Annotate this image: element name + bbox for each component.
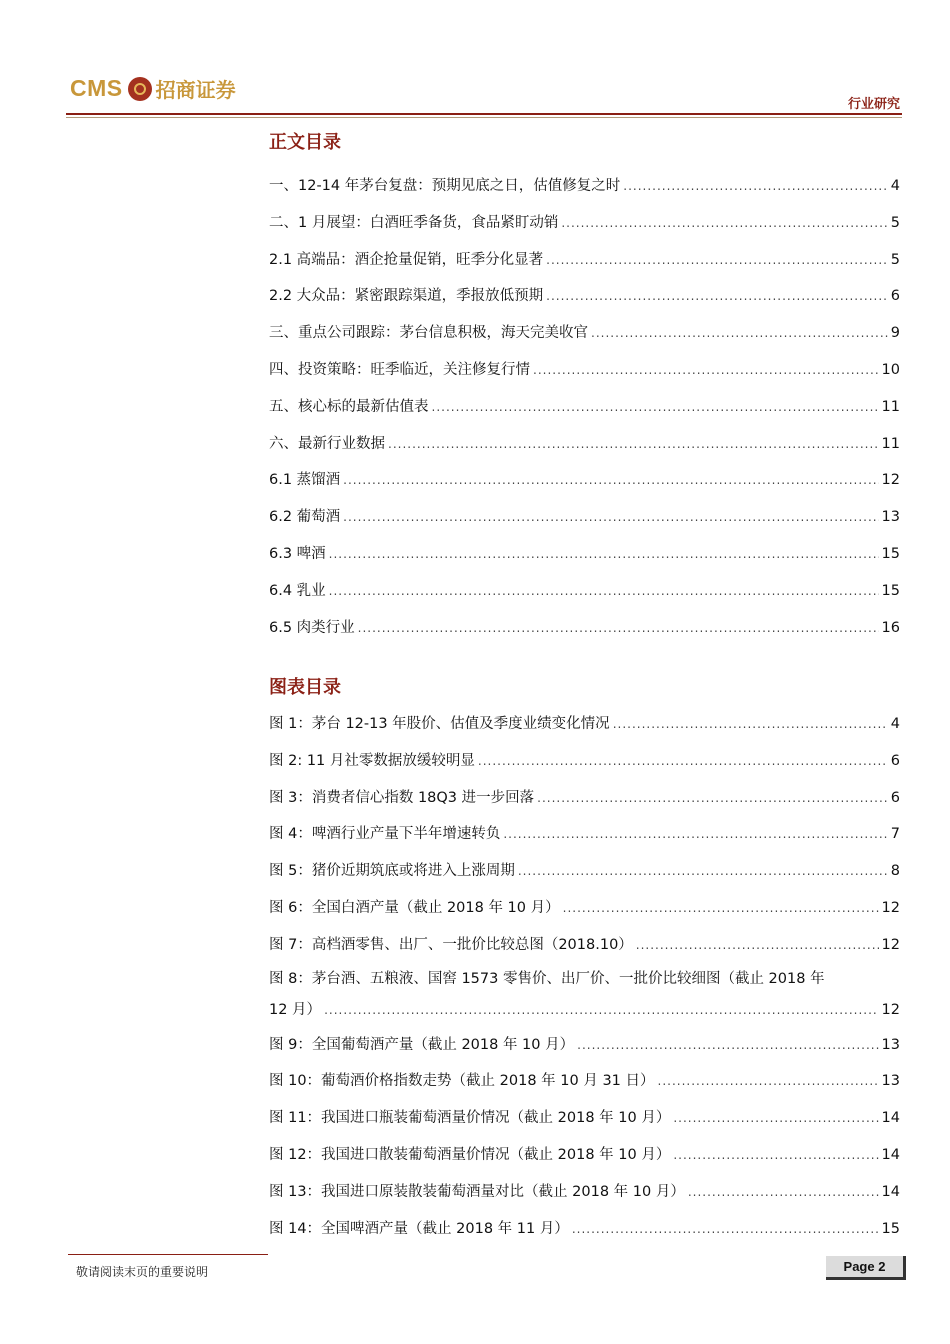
toc-list: [269, 168, 900, 646]
header-rule: [66, 113, 902, 115]
toc-entry[interactable]: 6.3 啤酒 ..... 15: [269, 536, 900, 573]
toc-entry[interactable]: 2.2 大众品：紧密跟踪渠道，季报放低预期 ..... 6: [269, 278, 900, 315]
figure-entry[interactable]: 图 7：高档酒零售、出厂、一批价比较总图（2018.10） ..... 12: [269, 927, 900, 964]
toc-entry[interactable]: 6.2 葡萄酒 ..... 13: [269, 499, 900, 536]
toc-entry[interactable]: 三、重点公司跟踪：茅台信息积极，海天完美收官 ..... 9: [269, 315, 900, 352]
company-logo: [70, 74, 236, 103]
figure-entry[interactable]: 图 13：我国进口原装散装葡萄酒量对比（截止 2018 年 10 月） ..... 14: [269, 1174, 900, 1211]
footer-disclaimer-note: 敬请阅读末页的重要说明: [76, 1265, 209, 1279]
figure-entry[interactable]: 图 8：茅台酒、五粮液、国窖 1573 零售价、出厂价、一批价比较细图（截止 2018 年 12 月） ..... 12: [269, 964, 900, 1027]
footer-rule: [68, 1254, 268, 1255]
toc-entry[interactable]: 6.4 乳业 ..... 15: [269, 573, 900, 610]
figures-title: 图表目录: [269, 677, 341, 698]
figure-entry[interactable]: 图 3：消费者信心指数 18Q3 进一步回落 ..... 6: [269, 780, 900, 817]
report-category: 行业研究: [847, 97, 900, 112]
page-number-badge: Page 2: [826, 1256, 906, 1280]
logo-emblem-icon: [128, 77, 152, 101]
toc-entry[interactable]: 五、核心标的最新估值表 ..... 11: [269, 389, 900, 426]
figure-entry[interactable]: 图 14：全国啤酒产量（截止 2018 年 11 月） ..... 15: [269, 1211, 900, 1248]
logo-chinese-name: 招商证券: [155, 78, 236, 102]
toc-title: 正文目录: [269, 132, 341, 153]
figure-entry[interactable]: 图 2: 11 月社零数据放缓较明显 ..... 6: [269, 743, 900, 780]
figure-entry[interactable]: 图 9：全国葡萄酒产量（截止 2018 年 10 月） ..... 13: [269, 1027, 900, 1064]
header-rule-thin: [66, 117, 902, 118]
toc-entry[interactable]: 六、最新行业数据 ..... 11: [269, 426, 900, 463]
figure-entry[interactable]: 图 5：猪价近期筑底或将进入上涨周期 ..... 8: [269, 853, 900, 890]
toc-entry[interactable]: 一、12-14 年茅台复盘：预期见底之日，估值修复之时 ..... 4: [269, 168, 900, 205]
toc-entry[interactable]: 2.1 高端品：酒企抢量促销，旺季分化显著 ..... 5: [269, 242, 900, 279]
figures-list: [269, 706, 900, 1247]
figure-entry[interactable]: 图 1：茅台 12-13 年股价、估值及季度业绩变化情况 ..... 4: [269, 706, 900, 743]
figure-entry[interactable]: 图 10：葡萄酒价格指数走势（截止 2018 年 10 月 31 日） ..... 13: [269, 1063, 900, 1100]
toc-entry[interactable]: 二、1 月展望：白酒旺季备货，食品紧盯动销 ..... 5: [269, 205, 900, 242]
page-header: [0, 0, 950, 120]
figure-entry[interactable]: 图 6：全国白酒产量（截止 2018 年 10 月） ..... 12: [269, 890, 900, 927]
figure-entry[interactable]: 图 11：我国进口瓶装葡萄酒量价情况（截止 2018 年 10 月） ..... 14: [269, 1100, 900, 1137]
toc-entry[interactable]: 6.1 蒸馏酒 ..... 12: [269, 462, 900, 499]
logo-cms-text: CMS: [70, 75, 123, 101]
toc-entry[interactable]: 6.5 肉类行业 ..... 16: [269, 610, 900, 647]
figure-entry[interactable]: 图 4：啤酒行业产量下半年增速转负 ..... 7: [269, 816, 900, 853]
figure-entry[interactable]: 图 12：我国进口散装葡萄酒量价情况（截止 2018 年 10 月） ..... 14: [269, 1137, 900, 1174]
toc-entry[interactable]: 四、投资策略：旺季临近，关注修复行情 ..... 10: [269, 352, 900, 389]
